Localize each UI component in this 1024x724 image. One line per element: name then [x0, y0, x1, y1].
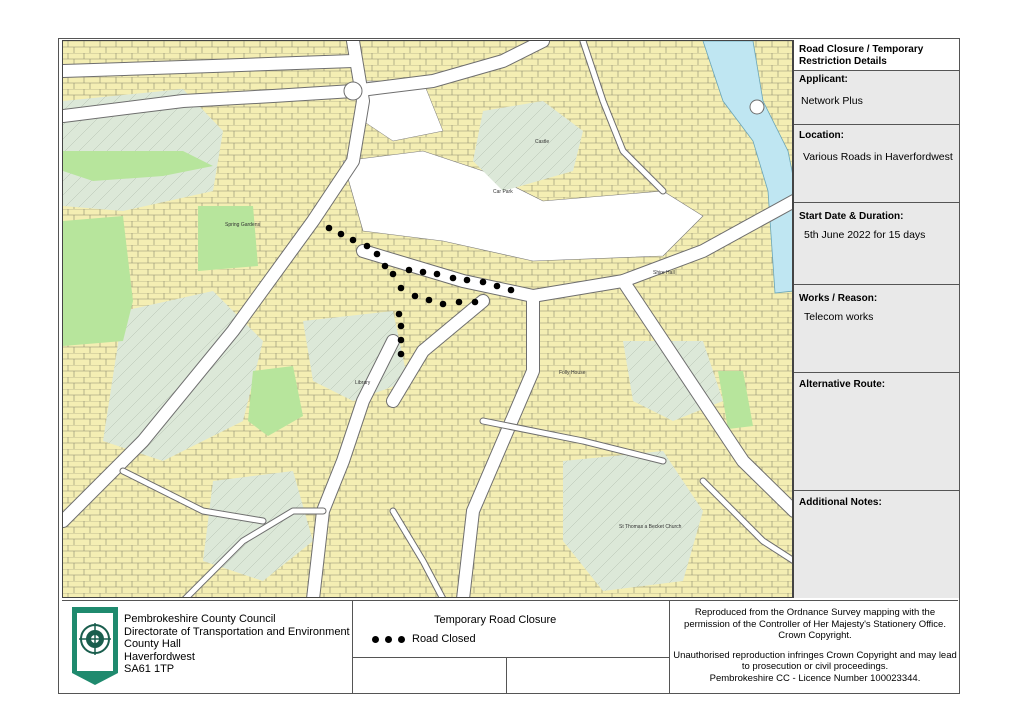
legend-label: Road Closed	[412, 633, 476, 645]
council-name: Pembrokeshire County Council	[124, 613, 276, 625]
copyright-line-3: Pembrokeshire CC - Licence Number 100023344.	[709, 672, 921, 684]
copyright-notice	[672, 607, 958, 684]
divider	[669, 601, 670, 693]
road-closed-dots-icon	[372, 636, 405, 643]
road-closure-dot	[326, 225, 333, 232]
road-closure-dot	[480, 279, 487, 286]
roundabout	[344, 82, 362, 100]
works-value: Telecom works	[804, 311, 874, 323]
council-directorate: Directorate of Transportation and Environment	[124, 625, 350, 638]
council-building: County Hall	[124, 638, 181, 650]
road-closure-dot	[350, 237, 357, 244]
roundabout	[750, 100, 764, 114]
road-closure-dot	[390, 271, 397, 278]
alternative-route-label: Alternative Route:	[799, 379, 886, 390]
road-closure-dot	[420, 269, 427, 276]
legend	[372, 633, 476, 645]
works-section	[794, 284, 959, 372]
road-closure-dot	[472, 299, 479, 306]
location-label: Location:	[799, 130, 844, 141]
footer	[62, 600, 958, 692]
road-closure-dot	[508, 287, 515, 294]
road-closure-dot	[398, 323, 405, 330]
road-closure-dot	[364, 243, 371, 250]
road-closure-dot	[440, 301, 447, 308]
location-value: Various Roads in Haverfordwest	[803, 151, 953, 163]
road-closure-dot	[374, 251, 381, 258]
alternative-route-section	[794, 372, 959, 490]
council-address	[124, 613, 350, 676]
start-date-value: 5th June 2022 for 15 days	[804, 229, 926, 241]
additional-notes-section	[794, 490, 959, 598]
applicant-value: Network Plus	[801, 95, 863, 107]
closure-title: Temporary Road Closure	[434, 614, 557, 626]
label-castle: Castle	[535, 139, 550, 145]
council-crest-icon	[72, 607, 118, 691]
road-closure-dot	[338, 231, 345, 238]
map-area	[62, 40, 793, 598]
start-date-label: Start Date & Duration:	[799, 211, 904, 222]
label-church: St Thomas a Becket Church	[619, 524, 682, 530]
label-library: Library	[355, 380, 371, 386]
copyright-line-1: Reproduced from the Ordnance Survey mapping with the permission of the Controller of Her Majesty's Stationery Office. Crown Copyright.	[684, 607, 946, 641]
label-spring-gardens: Spring Gardens	[225, 222, 261, 228]
road-closure-dot	[464, 277, 471, 284]
start-date-section	[794, 202, 959, 284]
divider	[506, 657, 507, 693]
road-closure-dot	[456, 299, 463, 306]
location-section	[794, 124, 959, 202]
works-label: Works / Reason:	[799, 293, 878, 304]
applicant-label: Applicant:	[799, 74, 848, 85]
panel-title-section	[794, 40, 959, 70]
road-closure-dot	[434, 271, 441, 278]
additional-notes-label: Additional Notes:	[799, 497, 882, 508]
panel-title: Road Closure / Temporary Restriction Details	[799, 44, 924, 67]
road-closure-dot	[382, 263, 389, 270]
applicant-section	[794, 70, 959, 124]
divider	[352, 657, 669, 658]
road-closure-dot	[396, 311, 403, 318]
road-closure-dot	[426, 297, 433, 304]
road-closure-dot	[398, 351, 405, 358]
road-closure-dot	[398, 285, 405, 292]
road-closure-dot	[412, 293, 419, 300]
road-closure-dot	[406, 267, 413, 274]
label-shire-hall: Shire Hall	[653, 270, 675, 276]
road-closure-dot	[494, 283, 501, 290]
council-logo	[72, 607, 118, 691]
road-closure-dot	[398, 337, 405, 344]
ordnance-survey-map	[63, 41, 793, 598]
copyright-line-2: Unauthorised reproduction infringes Crown Copyright and may lead to prosecution or civil proceedings.	[673, 649, 957, 672]
road-closure-dot	[450, 275, 457, 282]
council-town: Haverfordwest	[124, 650, 195, 663]
divider	[352, 601, 353, 693]
label-car-park: Car Park	[493, 189, 513, 195]
label-folly-house: Folly House	[559, 370, 586, 376]
details-panel	[793, 40, 958, 598]
council-postcode: SA61 1TP	[124, 663, 175, 675]
